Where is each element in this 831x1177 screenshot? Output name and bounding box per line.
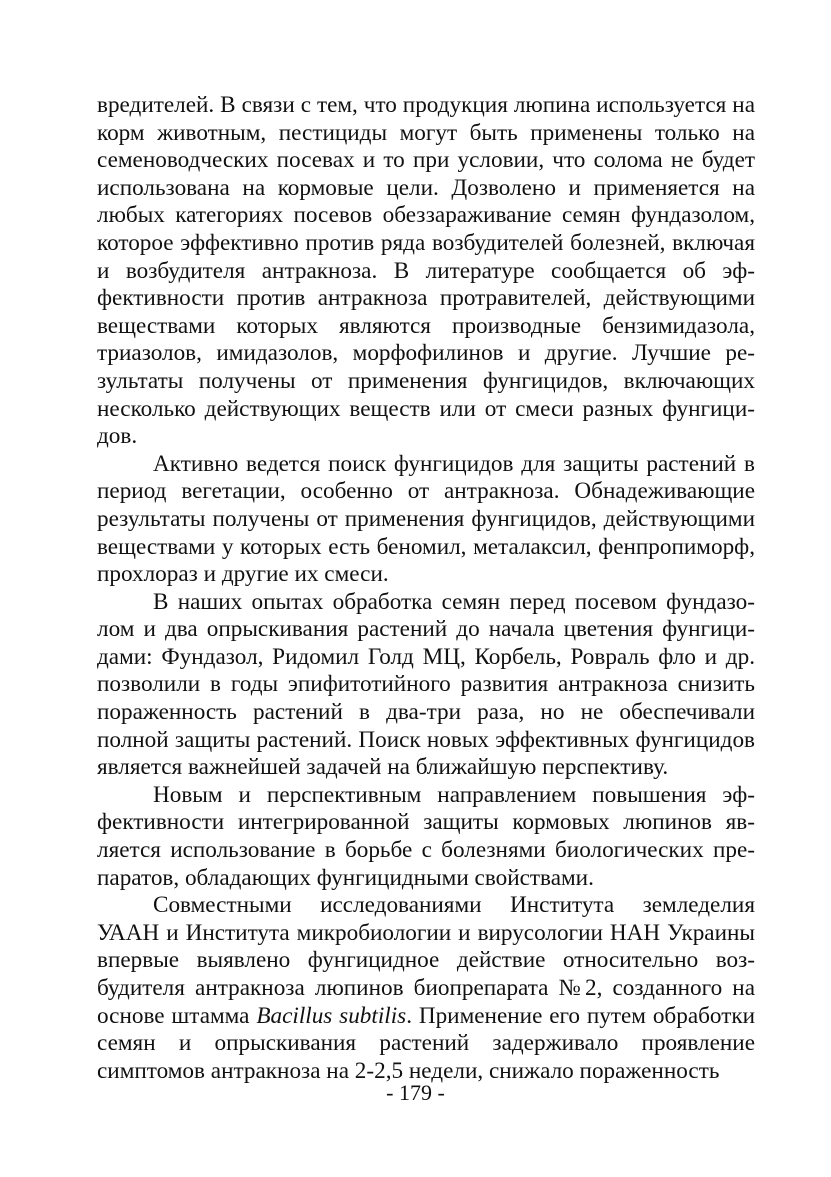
- paragraph: В наших опытах обработка семян перед посевом фундазолом и два опрыскивания растений до начала цветения фунгицидами: Фундазол, Ридомил Голд МЦ, Корбель, Ровраль фло и др. позволили в годы эпифитотийного развития антракноза снизить пораженность растений в два-три раза, но не обеспечивали полной защиты растений. Поиск новых эффективных фунгицидов является важнейшей задачей на ближайшую перспективу.: [97, 588, 755, 781]
- paragraph: [97, 892, 755, 1085]
- paragraph-text: Совместными исследованиями Института земледелия УААН и Института микробиологии и вирусологии НАН Украины впервые выявлено фунгицидное действие относительно возбудителя антракноза люпинов биопрепарата №2, созданного на основе штамма: [97, 892, 755, 1029]
- paragraph: Новым и перспективным направлением повышения эффективности интегрированной защиты кормовых люпинов является использование в борьбе с болезнями биологических препаратов, обладающих фунгицидными свойствами.: [97, 781, 755, 891]
- paragraph-text: . Применение его путем обработки семян и опрыскивания растений задерживало проявление симптомов антракноза на 2-2,5 недели, снижало пораженность: [97, 1002, 755, 1084]
- body-text: [97, 92, 755, 1085]
- page-number: - 179 -: [386, 1080, 445, 1105]
- paragraph: Активно ведется поиск фунгицидов для защиты растений в период вегетации, особенно от антракноза. Обнадеживающие результаты получены от применения фунгицидов, действующими веществами у которых есть беномил, металаксил, фенпропиморф, прохлораз и другие их смеси.: [97, 450, 755, 588]
- species-name: Bacillus subtilis: [256, 1002, 407, 1029]
- paragraph: вредителей. В связи с тем, что продукция люпина используется на корм животным, пестициды могут быть применены только на семеноводческих посевах и то при условии, что солома не будет использована на кормовые цели. Дозволено и применяется на любых категориях посевов обеззараживание семян фундазолом, которое эффективно против ряда возбудителей болезней, включая и возбудителя антракноза. В литературе сообщается об эффективности против антракноза протравителей, действующими веществами которых являются производные бензимидазола, триазолов, имидазолов, морфофилинов и другие. Лучшие результаты получены от применения фунгицидов, включающих несколько действующих веществ или от смеси разных фунгицидов.: [97, 92, 755, 450]
